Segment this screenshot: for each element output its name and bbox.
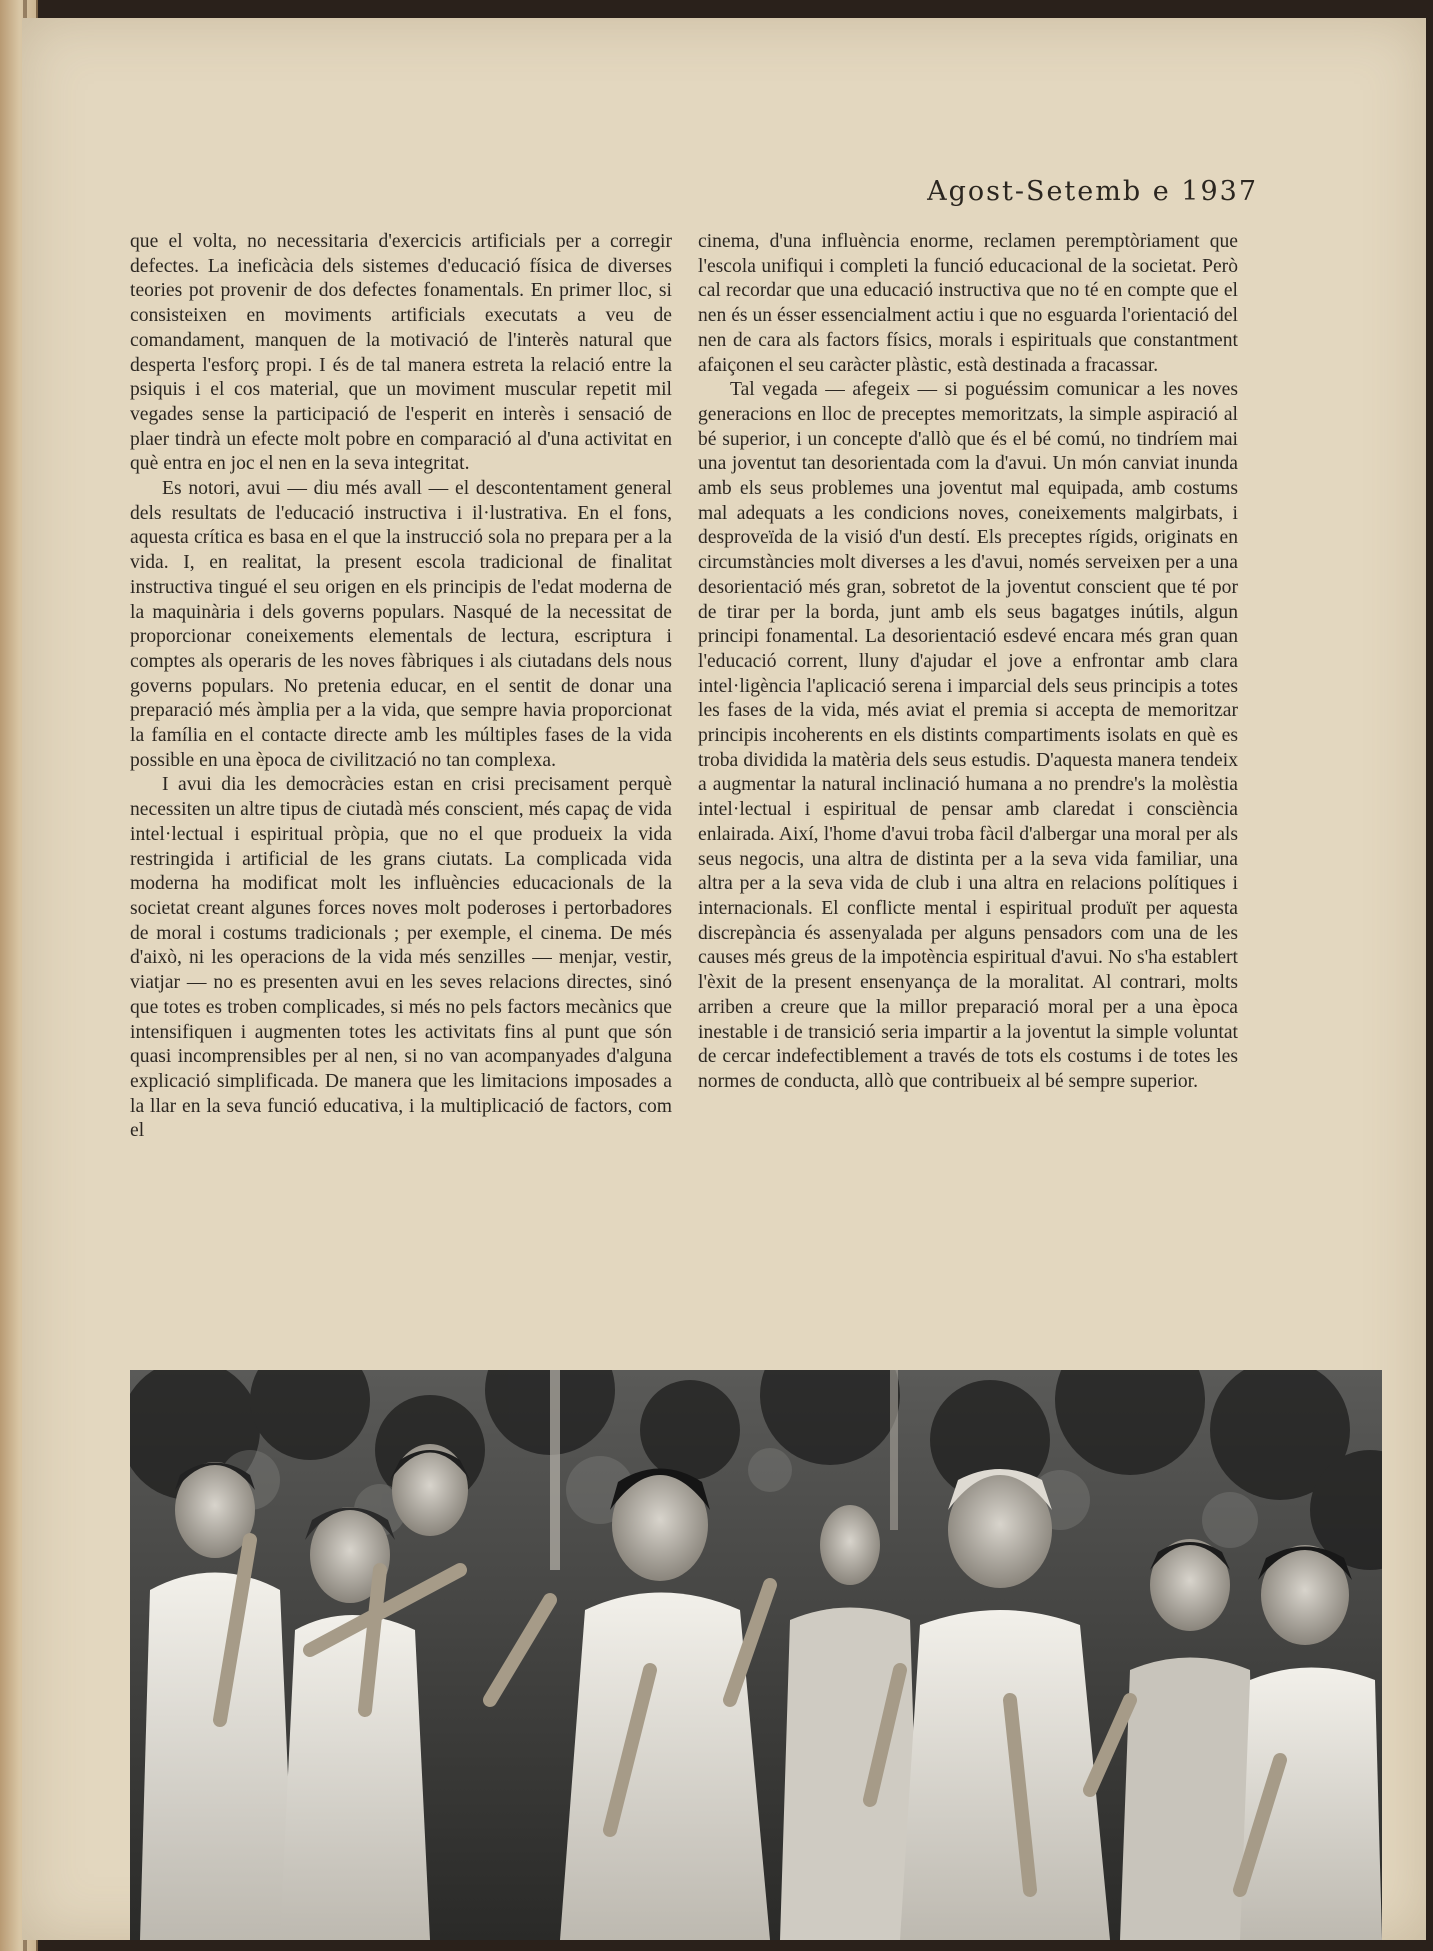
paragraph: cinema, d'una influència enorme, reclamen peremptòriament que l'escola unifiqui i completi la funció educacional de la societat. Però cal recordar que una educació instructiva que no té en compte que el nen és un ésser essencialment actiu i que no esguarda l'orientació del nen de cara als factors físics, morals i espirituals que constantment afaiçonen el seu caràcter plàstic, està destinada a fracassar. [698, 231, 1238, 376]
text-column-left [130, 230, 672, 1144]
text-column-right [698, 230, 1238, 1095]
paragraph: que el volta, no necessitaria d'exercicis artificials per a corregir defectes. La ineficàcia dels sistemes d'educació física de diverses teories pot provenir de dos defectes fonamentals. En primer lloc, si consisteixen en moviments artificials executats a veu de comandament, manquen de la motivació de l'interès natural que desperta l'esforç propi. I és de tal manera estreta la relació entre la psiquis i el cos material, que un moviment muscular repetit mil vegades sense la participació de l'esperit en interès i sensació de plaer tindrà un efecte molt pobre en comparació al d'una activitat en què entra en joc el nen en la seva integritat. [130, 231, 672, 475]
paragraph: Es notori, avui — diu més avall — el descontentament general dels resultats de l'educació instructiva i il·lustrativa. En el fons, aquesta crítica es basa en el que la instrucció sola no prepara per a la vida. I, en realitat, la present escola tradicional de finalitat instructiva tingué el seu origen en els principis de l'edat moderna de la maquinària i dels governs populars. Nasqué de la necessitat de proporcionar coneixements elementals de lectura, escriptura i comptes als operaris de les noves fàbriques i als ciutadans dels nous governs populars. No pretenia educar, en el sentit de donar una preparació més àmplia per a la vida, que sempre havia proporcionat la família en el contacte directe amb les múltiples fases de la vida possible en una època de civilització no tan complexa. [130, 478, 672, 771]
paragraph: Tal vegada — afegeix — si poguéssim comunicar a les noves generacions en lloc de preceptes memoritzats, la simple aspiració al bé superior, i un concepte d'allò que és el bé comú, no tindríem mai una joventut tan desorientada com la d'avui. Un món canviat inunda amb els seus problemes una joventut mal equipada, amb costums mal adequats a les condicions noves, coneixements malgirbats, i desproveïda de la visió d'un destí. Els preceptes rígids, originats en circumstàncies molt diverses a les d'avui, només serveixen per a una desorientació més gran, sobretot de la joventut conscient que té por de tirar per la borda, junt amb els seus bagatges inútils, algun principi fonamental. La desorientació esdevé encara més gran quan l'educació corrent, lluny d'ajudar el jove a enfrontar amb clara intel·ligència l'aplicació serena i imparcial dels seus principis a totes les fases de la vida, més aviat el premia si accepta de memoritzar principis incoherents en els distints compartiments isolats en què es troba dividida la matèria dels seus estudis. D'aquesta manera tendeix a augmentar la natural inclinació humana a no prendre's la molèstia intel·lectual i espiritual de pensar amb claredat i consciència enlairada. Així, l'home d'avui troba fàcil d'albergar una moral per als seus negocis, una altra de distinta per a la seva vida familiar, una altra per a la seva vida de club i una altra en relacions polítiques i internacionals. El conflicte mental i espiritual produït per aquesta discrepància és assenyalada per alguns pensadors com una de les causes més greus de la impotència espiritual d'avui. No s'ha establert l'èxit de la present ensenyança de la moralitat. Al contrari, molts arriben a creure que la millor preparació moral per a una època inestable i de transició seria impartir a la joventut la simple voluntat de cercar indefectiblement a través de tots els costums i de totes les normes de conducta, allò que contribueix al bé sempre superior. [698, 379, 1238, 1092]
children-photograph [130, 1370, 1382, 1940]
issue-date-header: Agost-Setemb e 1937 [927, 176, 1258, 207]
paragraph: I avui dia les democràcies estan en crisi precisament perquè necessiten un altre tipus de ciutadà més conscient, més capaç de vida intel·lectual i espiritual pròpia, que no el que produeix la vida restringida i artificial de les grans ciutats. La complicada vida moderna ha modificat molt les influències educacionals de la societat creant algunes forces noves molt poderoses i pertorbadores de moral i costums tradicionals ; per exemple, el cinema. De més d'això, ni les operacions de la vida més senzilles — menjar, vestir, viatjar — no es presenten avui en les seves relacions directes, sinó que totes es troben complicades, si més no pels factors mecànics que intensifiquen i augmenten totes les activitats fins al punt que són quasi incomprensibles per al nen, si no van acompanyades d'alguna explicació simplificada. De manera que les limitacions imposades a la llar en la seva funció educativa, i la multiplicació de factors, com el [130, 774, 672, 1142]
